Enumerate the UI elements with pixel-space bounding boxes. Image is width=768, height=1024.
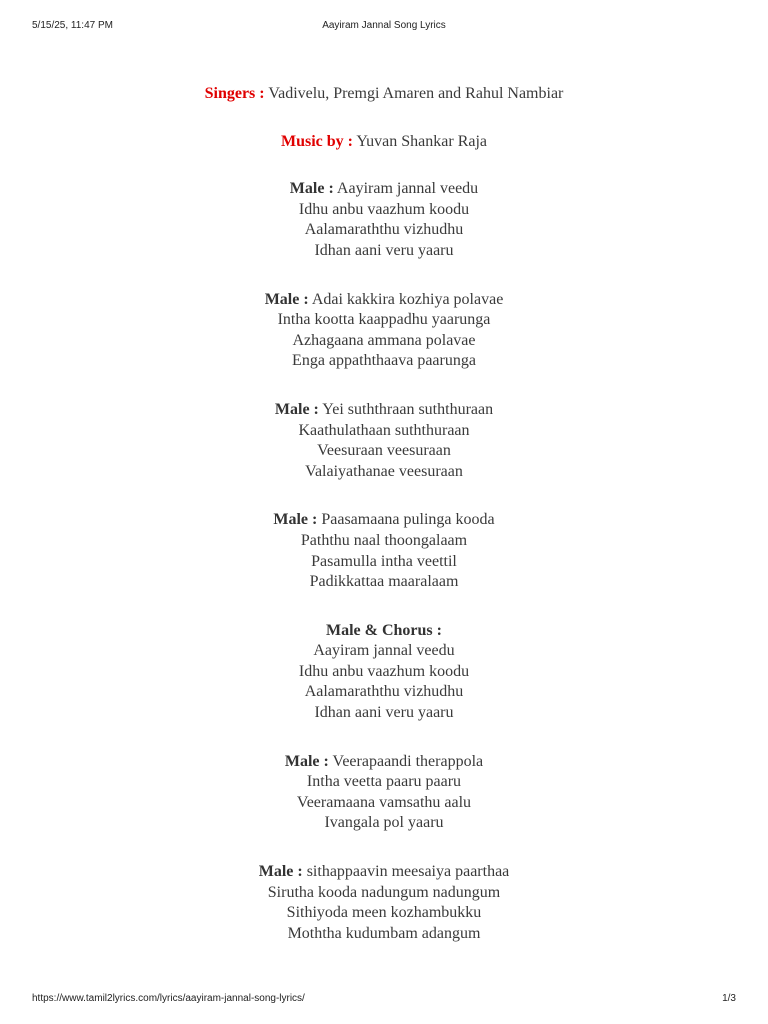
lyric-line: Veerapaandi therappola — [332, 752, 484, 770]
lyric-line: Kaathulathaan suththuraan — [298, 421, 470, 439]
singers-label: Singers : — [204, 85, 265, 102]
lyrics-stanza — [0, 752, 768, 834]
lyrics-stanza — [0, 621, 768, 724]
lyrics-stanza — [0, 400, 768, 482]
singers-value: Vadivelu, Premgi Amaren and Rahul Nambiar — [268, 85, 564, 102]
lyric-line: Sirutha kooda nadungum nadungum — [267, 883, 501, 901]
lyric-line: Veeramaana vamsathu aalu — [296, 793, 472, 811]
print-footer — [0, 993, 768, 1007]
lyric-line: Pasamulla intha veettil — [311, 552, 457, 570]
lyric-line: Aayiram jannal veedu — [313, 642, 455, 660]
speaker-label: Male : — [273, 511, 318, 529]
lyric-line: Aayiram jannal veedu — [336, 180, 479, 198]
lyric-line: Paasamaana pulinga kooda — [321, 511, 495, 529]
speaker-label: Male : — [264, 290, 309, 308]
stanza-first-line — [0, 510, 768, 531]
lyric-line: Adai kakkira kozhiya polavae — [311, 290, 504, 308]
lyric-line: Idhan aani veru yaaru — [314, 241, 454, 259]
lyric-line: Idhan aani veru yaaru — [314, 704, 454, 722]
speaker-label: Male : — [258, 863, 303, 881]
singers-credit — [0, 84, 768, 105]
lyrics-stanza — [0, 862, 768, 944]
stanza-first-line — [0, 290, 768, 311]
lyric-line: Aalamaraththu vizhudhu — [304, 683, 464, 701]
lyrics-stanza — [0, 510, 768, 592]
stanza-first-line — [0, 179, 768, 200]
lyric-line: Idhu anbu vaazhum koodu — [298, 662, 470, 680]
lyric-line: Padikkattaa maaralaam — [309, 573, 459, 591]
lyric-line: Valaiyathanae veesuraan — [305, 462, 463, 480]
speaker-label: Male & Chorus : — [326, 621, 442, 639]
page-number: 1/3 — [722, 993, 736, 1004]
page-url: https://www.tamil2lyrics.com/lyrics/aayiram-jannal-song-lyrics/ — [32, 993, 305, 1004]
music-credit — [0, 132, 768, 153]
print-datetime: 5/15/25, 11:47 PM — [32, 20, 113, 31]
lyric-line: Intha kootta kaappadhu yaarunga — [277, 311, 491, 329]
speaker-label: Male : — [284, 752, 329, 770]
lyric-line: Yei suththraan suththuraan — [322, 400, 494, 418]
lyrics-stanza — [0, 290, 768, 372]
lyrics-stanzas — [0, 179, 768, 944]
speaker-label: Male : — [289, 180, 334, 198]
lyric-line: Sithiyoda meen kozhambukku — [286, 904, 482, 922]
stanza-first-line — [0, 400, 768, 421]
lyric-line: Azhagaana ammana polavae — [292, 331, 476, 349]
lyric-line: Veesuraan veesuraan — [317, 442, 451, 460]
speaker-label: Male : — [274, 400, 319, 418]
lyric-line: Paththu naal thoongalaam — [300, 531, 468, 549]
lyric-line: Idhu anbu vaazhum koodu — [298, 200, 470, 218]
stanza-first-line — [0, 862, 768, 883]
lyrics-stanza — [0, 179, 768, 261]
lyric-line: sithappaavin meesaiya paarthaa — [306, 863, 510, 881]
lyrics-content — [0, 84, 768, 972]
lyric-line: Aalamaraththu vizhudhu — [304, 221, 464, 239]
lyric-line: Intha veetta paaru paaru — [306, 773, 462, 791]
music-label: Music by : — [280, 132, 353, 150]
music-value: Yuvan Shankar Raja — [356, 132, 488, 150]
lyric-line: Ivangala pol yaaru — [324, 814, 444, 832]
stanza-first-line — [0, 752, 768, 773]
lyric-line: Moththa kudumbam adangum — [287, 924, 481, 942]
stanza-first-line — [0, 621, 768, 642]
page-title: Aayiram Jannal Song Lyrics — [322, 20, 446, 31]
lyric-line: Enga appaththaava paarunga — [292, 352, 476, 370]
print-header — [0, 20, 768, 34]
